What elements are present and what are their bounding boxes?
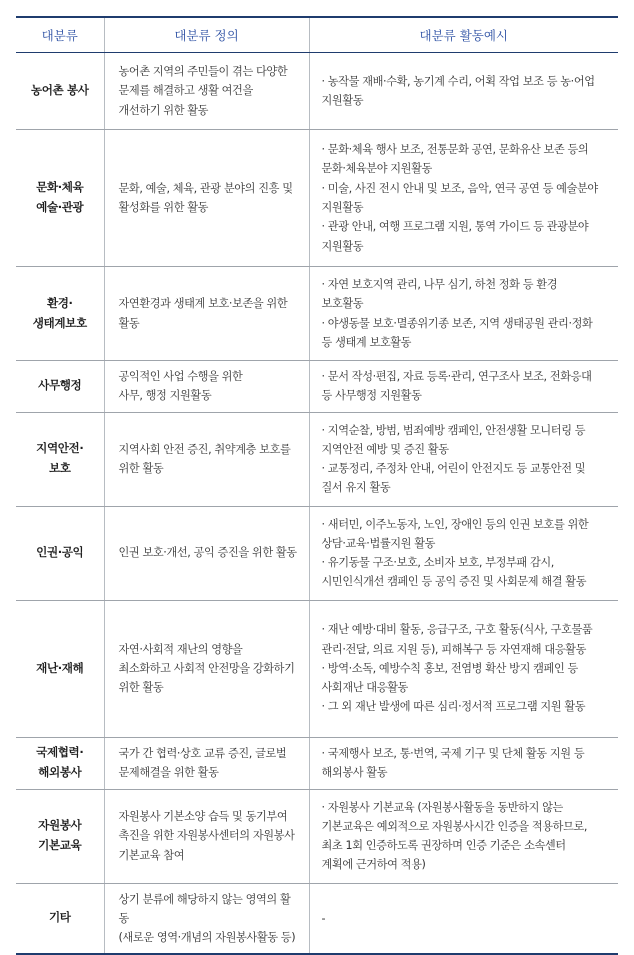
definition-text: 자연·사회적 재난의 영향을 (118, 642, 243, 656)
definition-cell (104, 361, 309, 413)
example-text: · 그 외 재난 발생에 따른 심리·정서적 프로그램 지원 활동 (321, 700, 586, 714)
definition-text: 최소화하고 사회적 안전망을 강화하기 (118, 661, 295, 675)
example-text: 해외봉사 활동 (321, 766, 388, 780)
category-label: 농어촌 봉사 (30, 83, 89, 98)
table-row (16, 506, 618, 600)
example-text: 등 생태계 보호활동 (321, 335, 412, 349)
definition-text: 촉진을 위한 자원봉사센터의 자원봉사 (118, 829, 295, 843)
example-text: - (321, 911, 326, 925)
category-cell (16, 53, 104, 130)
category-label: 환경· (46, 295, 73, 310)
category-label: 예술·관광 (36, 200, 84, 214)
examples-cell (309, 53, 618, 130)
category-label: 사무행정 (38, 378, 82, 393)
example-text: 기본교육은 예외적으로 자원봉사시간 인증을 적용하므로, (321, 819, 588, 833)
example-item (320, 217, 611, 256)
example-item (320, 314, 611, 353)
example-text: · 미술, 사진 전시 안내 및 보조, 음악, 연극 공연 등 예술분야 (321, 181, 598, 195)
example-text: 문화·체육분야 지원활동 (321, 162, 432, 176)
definition-text: 국가 간 협력·상호 교류 증진, 글로벌 (118, 746, 287, 760)
definition-cell (104, 412, 309, 506)
example-text: 사회재난 대응활동 (321, 681, 408, 695)
example-text: · 교통정리, 주정차 안내, 어린이 안전지도 등 교통안전 및 (321, 462, 586, 476)
example-item (320, 179, 611, 218)
category-cell (16, 737, 104, 789)
examples-cell (309, 506, 618, 600)
definition-text: 지역사회 안전 증진, 취약계층 보호를 (118, 442, 291, 456)
example-item (320, 744, 611, 783)
example-item (320, 421, 611, 460)
example-item (320, 697, 611, 716)
example-item (320, 553, 611, 592)
definition-cell (104, 506, 309, 600)
definition-text: 인권 보호·개선, 공익 증진을 위한 활동 (118, 546, 297, 560)
example-text: 관리·전달, 의료 지원 등), 피해복구 등 자연재해 대응활동 (321, 642, 586, 656)
examples-cell (309, 737, 618, 789)
category-label: 생태계보호 (32, 315, 87, 330)
example-item (320, 459, 611, 498)
example-item (320, 367, 611, 406)
definition-text: 활동 (118, 316, 140, 330)
example-text: · 자연 보호지역 관리, 나무 심기, 하천 정화 등 환경 (321, 277, 558, 291)
category-cell (16, 361, 104, 413)
definition-text: 활성화를 위한 활동 (118, 201, 209, 214)
definition-text: 자연환경과 생태계 보호·보존을 위한 (118, 297, 288, 311)
examples-cell (309, 130, 618, 267)
volunteer-category-table (16, 16, 618, 955)
example-text: 지원활동 (321, 239, 364, 253)
definition-cell (104, 600, 309, 737)
category-cell (16, 789, 104, 883)
example-text: · 새터민, 이주노동자, 노인, 장애인 등의 인권 보호를 위한 (321, 517, 589, 531)
category-label: 해외봉사 (38, 765, 82, 780)
example-item (320, 620, 611, 659)
table-row (16, 737, 618, 789)
example-text: 상담·교육·법률지원 활동 (321, 536, 436, 550)
example-text: · 자원봉사 기본교육 (자원봉사활동을 동반하지 않는 (321, 800, 563, 814)
examples-cell (309, 412, 618, 506)
definition-text: 문제를 해결하고 생활 여건을 (118, 84, 253, 98)
table-row (16, 883, 618, 954)
category-label: 지역안전· (36, 441, 84, 456)
category-cell (16, 130, 104, 267)
example-item (320, 659, 611, 698)
table-row (16, 789, 618, 883)
definition-cell (104, 267, 309, 361)
definition-cell (104, 883, 309, 954)
examples-cell (309, 600, 618, 737)
category-cell (16, 412, 104, 506)
definition-cell (104, 737, 309, 789)
definition-cell (104, 53, 309, 130)
table-row (16, 130, 618, 267)
table-row (16, 600, 618, 737)
definition-text: 개선하기 위한 활동 (118, 103, 209, 117)
definition-text: 문제해결을 위한 활동 (118, 766, 219, 780)
category-label: 국제협력· (36, 745, 84, 760)
example-item (320, 798, 611, 875)
definition-text: 위한 활동 (118, 681, 164, 695)
table-row (16, 412, 618, 506)
definition-text: 위한 활동 (118, 462, 164, 476)
definition-text: 자원봉사 기본소양 습득 및 동기부여 (118, 810, 288, 824)
example-text: · 농작물 재배·수확, 농기계 수리, 어획 작업 보조 등 농·어업 (321, 74, 595, 88)
example-text: · 방역·소독, 예방수칙 홍보, 전염병 확산 방지 캠페인 등 (321, 661, 578, 675)
category-label: 재난·재해 (36, 660, 84, 675)
definition-text: 문화, 예술, 체육, 관광 분야의 진흥 및 (118, 181, 293, 195)
category-label: 보호 (48, 461, 71, 476)
example-text: 지역안전 예방 및 증진 활동 (321, 442, 449, 456)
example-item (320, 140, 611, 179)
example-text: 최초 1회 인증하도록 권장하며 인증 기준은 소속센터 (321, 839, 566, 853)
definition-text: 사무, 행정 지원활동 (118, 389, 212, 403)
example-text: · 문화·체육 행사 보조, 전통문화 공연, 문화유산 보존 등의 (321, 143, 589, 157)
category-cell (16, 600, 104, 737)
example-item (320, 909, 611, 928)
example-text: · 관광 안내, 여행 프로그램 지원, 통역 가이드 등 관광분야 (321, 220, 589, 234)
category-label: 문화·체육 (36, 180, 84, 195)
table-body (16, 53, 618, 955)
header-definition: 대분류 정의 (104, 17, 309, 53)
definition-text: (새로운 영역·개념의 자원봉사활동 등) (118, 931, 296, 945)
example-item (320, 72, 611, 111)
example-text: 지원활동 (321, 201, 364, 214)
category-cell (16, 267, 104, 361)
table-header-row (16, 17, 618, 53)
example-text: · 재난 예방·대비 활동, 응급구조, 구호 활동(식사, 구호물품 (321, 623, 593, 637)
definition-text: 상기 분류에 해당하지 않는 영역의 활동 (118, 892, 291, 925)
example-text: 지원활동 (321, 94, 364, 107)
table-row (16, 361, 618, 413)
example-text: 시민인식개선 캠페인 등 공익 증진 및 사회문제 해결 활동 (321, 575, 587, 589)
examples-cell (309, 361, 618, 413)
category-label: 기타 (48, 910, 71, 925)
table-row (16, 267, 618, 361)
category-label: 자원봉사 (38, 818, 82, 833)
category-label: 인권·공익 (36, 545, 84, 560)
examples-cell (309, 267, 618, 361)
example-text: · 지역순찰, 방범, 범죄예방 캠페인, 안전생활 모니터링 등 (321, 423, 586, 437)
example-text: · 야생동물 보호·멸종위기종 보존, 지역 생태공원 관리·정화 (321, 316, 593, 330)
example-text: 질서 유지 활동 (321, 481, 391, 495)
example-item (320, 275, 611, 314)
example-text: · 문서 작성·편집, 자료 등록·관리, 연구조사 보조, 전화응대 (321, 370, 592, 383)
definition-text: 기본교육 참여 (118, 848, 185, 862)
table-row (16, 53, 618, 130)
examples-cell (309, 789, 618, 883)
example-text: · 국제행사 보조, 통·번역, 국제 기구 및 단체 활동 지원 등 (321, 746, 585, 760)
category-cell (16, 883, 104, 954)
header-category: 대분류 (16, 17, 104, 53)
examples-cell (309, 883, 618, 954)
definition-cell (104, 130, 309, 267)
category-label: 기본교육 (38, 838, 82, 853)
category-cell (16, 506, 104, 600)
definition-text: 공익적인 사업 수행을 위한 (118, 370, 243, 383)
example-text: 보호활동 (321, 297, 364, 311)
example-item (320, 515, 611, 554)
example-text: · 유기동물 구조·보호, 소비자 보호, 부정부패 감시, (321, 556, 554, 570)
definition-text: 농어촌 지역의 주민들이 겪는 다양한 (118, 65, 288, 79)
example-text: 등 사무행정 지원활동 (321, 389, 422, 403)
definition-cell (104, 789, 309, 883)
example-text: 계획에 근거하여 적용) (321, 858, 426, 872)
header-examples: 대분류 활동예시 (309, 17, 618, 53)
